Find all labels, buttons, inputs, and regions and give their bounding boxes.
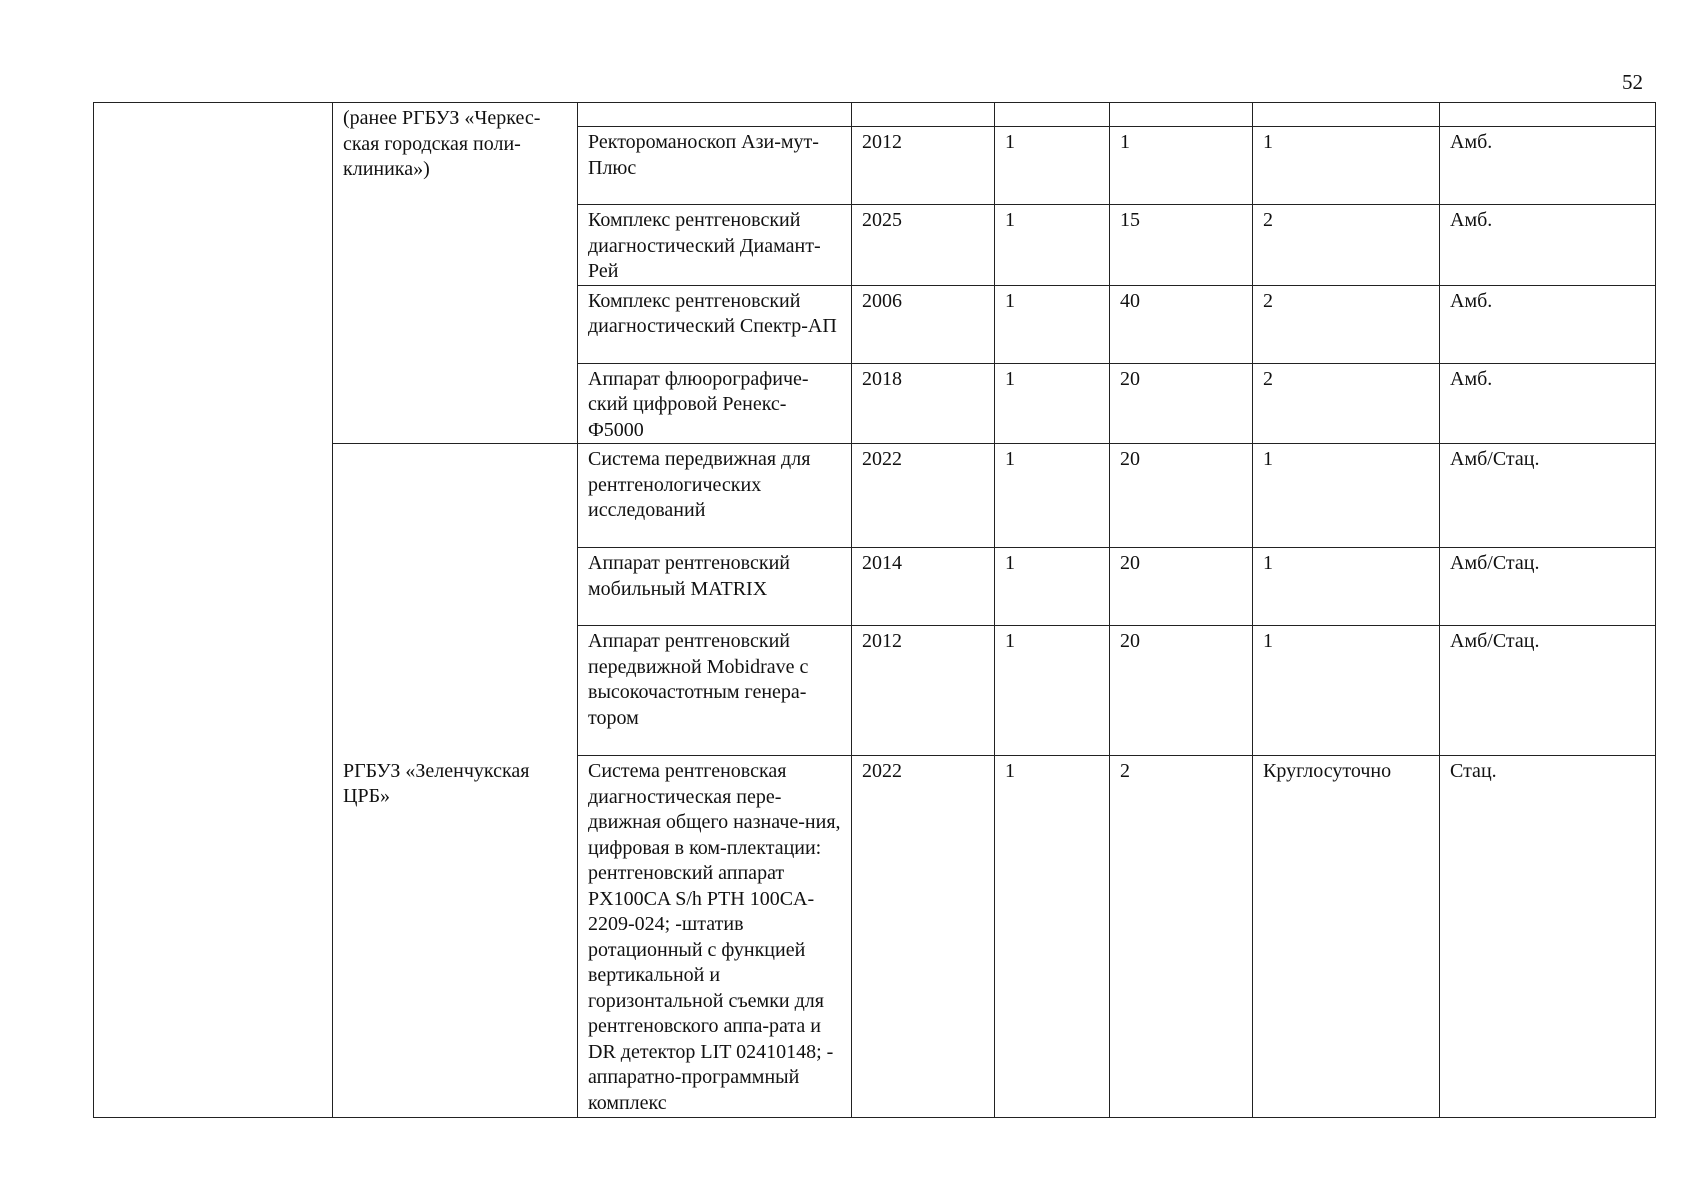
shifts: 1 bbox=[1253, 444, 1440, 548]
table-cell bbox=[852, 103, 995, 127]
year: 2012 bbox=[852, 127, 995, 205]
year: 2012 bbox=[852, 626, 995, 756]
table-cell bbox=[1110, 103, 1253, 127]
mode: Амб/Стац. bbox=[1440, 444, 1656, 548]
mode: Амб. bbox=[1440, 363, 1656, 444]
mode: Стац. bbox=[1440, 756, 1656, 1118]
load: 1 bbox=[1110, 127, 1253, 205]
org-name: (ранее РГБУЗ «Черкес-ская городская поли-клиника») bbox=[343, 107, 541, 180]
shifts: 2 bbox=[1253, 285, 1440, 363]
load: 40 bbox=[1110, 285, 1253, 363]
equipment-name: Система передвижная для рентгенологических исследований bbox=[578, 444, 852, 548]
equipment-table bbox=[93, 102, 1656, 1118]
quantity: 1 bbox=[995, 363, 1110, 444]
org-cell-zelenchuk bbox=[333, 756, 578, 1118]
shifts: 1 bbox=[1253, 127, 1440, 205]
load: 15 bbox=[1110, 205, 1253, 286]
org-name: РГБУЗ «Зеленчукская ЦРБ» bbox=[343, 759, 530, 807]
table-cell bbox=[578, 103, 852, 127]
load: 20 bbox=[1110, 444, 1253, 548]
mode: Амб. bbox=[1440, 205, 1656, 286]
quantity: 1 bbox=[995, 127, 1110, 205]
shifts: Круглосуточно bbox=[1253, 756, 1440, 1118]
shifts: 1 bbox=[1253, 548, 1440, 626]
equipment-name: Комплекс рентгеновский диагностический Спектр-АП bbox=[578, 285, 852, 363]
equipment-name: Аппарат рентгеновский передвижной Mobidrave с высокочастотным генера-тором bbox=[578, 626, 852, 756]
mode: Амб/Стац. bbox=[1440, 548, 1656, 626]
page-number: 52 bbox=[1622, 70, 1643, 94]
year: 2006 bbox=[852, 285, 995, 363]
mode: Амб. bbox=[1440, 285, 1656, 363]
equipment-name: Ректороманоскоп Ази-мут-Плюс bbox=[578, 127, 852, 205]
load: 2 bbox=[1110, 756, 1253, 1118]
region-column-cell bbox=[94, 103, 333, 1118]
equipment-name: Комплекс рентгеновский диагностический Диамант-Рей bbox=[578, 205, 852, 286]
quantity: 1 bbox=[995, 756, 1110, 1118]
equipment-name: Аппарат флюорографиче-ский цифровой Ренекс-Ф5000 bbox=[578, 363, 852, 444]
quantity: 1 bbox=[995, 285, 1110, 363]
year: 2018 bbox=[852, 363, 995, 444]
table-cell bbox=[1440, 103, 1656, 127]
mode: Амб. bbox=[1440, 127, 1656, 205]
table-cell bbox=[1253, 103, 1440, 127]
load: 20 bbox=[1110, 363, 1253, 444]
shifts: 2 bbox=[1253, 205, 1440, 286]
org-cell-empty bbox=[333, 444, 578, 756]
shifts: 2 bbox=[1253, 363, 1440, 444]
year: 2022 bbox=[852, 444, 995, 548]
mode: Амб/Стац. bbox=[1440, 626, 1656, 756]
quantity: 1 bbox=[995, 548, 1110, 626]
table-cell bbox=[995, 103, 1110, 127]
shifts: 1 bbox=[1253, 626, 1440, 756]
equipment-name: Аппарат рентгеновский мобильный MATRIX bbox=[578, 548, 852, 626]
year: 2022 bbox=[852, 756, 995, 1118]
quantity: 1 bbox=[995, 444, 1110, 548]
quantity: 1 bbox=[995, 205, 1110, 286]
equipment-name: Система рентгеновская диагностическая пере-движная общего назначе-ния, цифровая в ком-плектации: рентгеновский аппарат PX100CA S/h PTH 100CA-2209-024; -штатив ротационный с функцией вертикальной и горизонтальной съемки для рентгеновского аппа-рата и DR детектор LIT 02410148; - аппаратно-программный комплекс bbox=[578, 756, 852, 1118]
org-cell-previous-name bbox=[333, 103, 578, 444]
year: 2025 bbox=[852, 205, 995, 286]
load: 20 bbox=[1110, 548, 1253, 626]
load: 20 bbox=[1110, 626, 1253, 756]
quantity: 1 bbox=[995, 626, 1110, 756]
year: 2014 bbox=[852, 548, 995, 626]
